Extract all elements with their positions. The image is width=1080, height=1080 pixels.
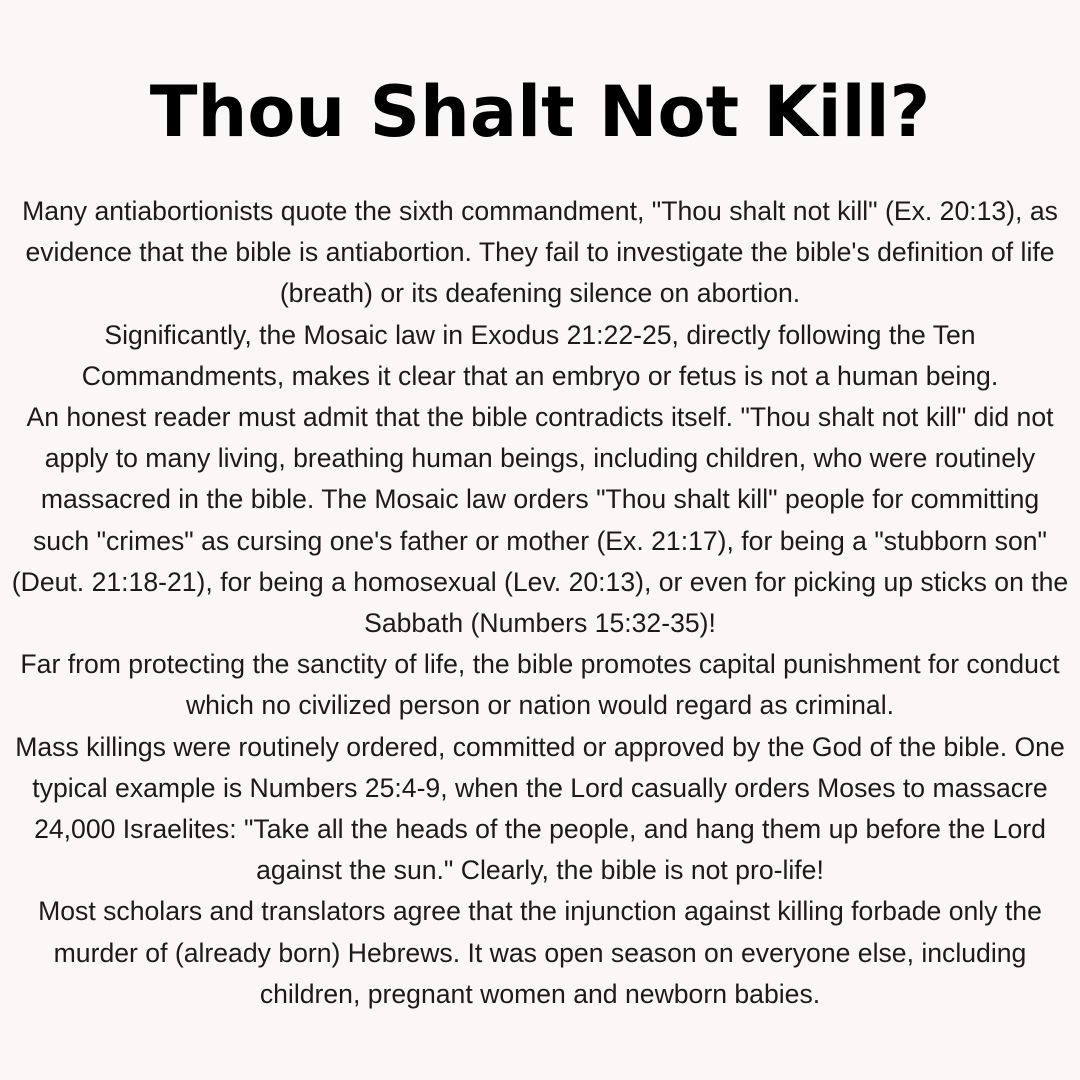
paragraph: An honest reader must admit that the bible contradicts itself. "Thou shalt not kill" did not apply to many living, breathing human beings, including children, who were routinely massacred in the bible. The Mosaic law orders "Thou shalt kill" people for committing such "crimes" as cursing one's father or mother (Ex. 21:17), for being a "stubborn son" (Deut. 21:18-21), for being a homosexual (Lev. 20:13), or even for picking up sticks on the Sabbath (Numbers 15:32-35)! <box>11 402 1069 639</box>
paragraph: Many antiabortionists quote the sixth commandment, "Thou shalt not kill" (Ex. 20:13), as evidence that the bible is antiabortion. They fail to investigate the bible's definition of life (breath) or its deafening silence on abortion. <box>22 196 1058 309</box>
paragraph: Most scholars and translators agree that the injunction against killing forbade only the murder of (already born) Hebrews. It was open season on everyone else, including children, pregnant women and newborn babies. <box>38 896 1042 1009</box>
paragraph: Significantly, the Mosaic law in Exodus 21:22-25, directly following the Ten Commandments, makes it clear that an embryo or fetus is not a human being. <box>81 319 999 391</box>
body-text <box>10 191 1070 1015</box>
paragraph: Mass killings were routinely ordered, committed or approved by the God of the bible. One typical example is Numbers 25:4-9, when the Lord casually orders Moses to massacre 24,000 Israelites: "Take all the heads of the people, and hang them up before the Lord against the sun." Clearly, the bible is not pro-life! <box>15 731 1065 886</box>
paragraph: Far from protecting the sanctity of life, the bible promotes capital punishment for conduct which no civilized person or nation would regard as criminal. <box>20 649 1060 721</box>
page-title: Thou Shalt Not Kill? <box>149 71 931 153</box>
